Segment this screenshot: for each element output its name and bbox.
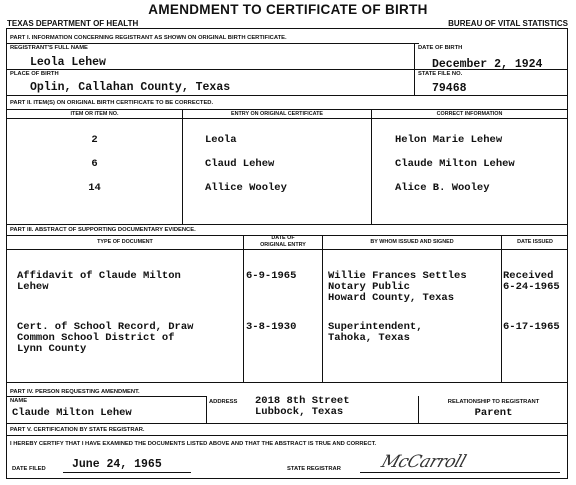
state-file-no-label: STATE FILE NO. — [418, 71, 463, 77]
col-item-no: ITEM OR ITEM NO. — [70, 111, 119, 117]
agency-name: TEXAS DEPARTMENT OF HEALTH — [7, 19, 139, 28]
part2-correct: Helon Marie Lehew — [395, 134, 503, 146]
col-document-type: TYPE OF DOCUMENT — [97, 239, 153, 245]
part2-entry: Claud Lehew — [205, 158, 275, 170]
part4-heading: PART IV. PERSON REQUESTING AMENDMENT. — [10, 389, 140, 395]
part3-date-issued: 6-24-1965 — [503, 281, 560, 293]
document-title: AMENDMENT TO CERTIFICATE OF BIRTH — [148, 2, 428, 17]
requester-address-label: ADDRESS — [209, 399, 238, 405]
part2-item: 14 — [88, 182, 101, 194]
col-issued-by: BY WHOM ISSUED AND SIGNED — [370, 239, 454, 245]
part3-issued-by: Tahoka, Texas — [328, 332, 410, 344]
part3-issued-by: Howard County, Texas — [328, 292, 455, 304]
part2-entry: Leola — [205, 134, 237, 146]
requester-address: 2018 8th Street — [255, 395, 350, 407]
part3-issued-by: Notary Public — [328, 281, 410, 293]
col-date-original-entry: ORIGINAL ENTRY — [260, 242, 306, 248]
registrant-name: Leola Lehew — [30, 56, 106, 69]
part3-issued-by: Willie Frances Settles — [328, 270, 467, 282]
part2-entry: Allice Wooley — [205, 182, 287, 194]
requester-name-label: NAME — [10, 398, 28, 404]
part2-item: 2 — [91, 134, 98, 146]
part2-heading: PART II. ITEM(S) ON ORIGINAL BIRTH CERTIFICATE TO BE CORRECTED. — [10, 100, 214, 106]
part3-heading: PART III. ABSTRACT OF SUPPORTING DOCUMENTARY EVIDENCE. — [10, 227, 196, 233]
col-date-issued: DATE ISSUED — [517, 239, 553, 245]
part3-date-issued: Received — [503, 270, 554, 282]
part3-issued-by: Superintendent, — [328, 321, 423, 333]
part3-date-entry: 3-8-1930 — [246, 321, 297, 333]
part5-heading: PART V. CERTIFICATION BY STATE REGISTRAR. — [10, 427, 145, 433]
place-of-birth-label: PLACE OF BIRTH — [10, 71, 59, 77]
date-filed: June 24, 1965 — [72, 458, 162, 471]
state-registrar-label: STATE REGISTRAR — [287, 466, 341, 472]
requester-address: Lubbock, Texas — [255, 406, 344, 418]
part2-correct: Claude Milton Lehew — [395, 158, 515, 170]
part3-date-entry: 6-9-1965 — [246, 270, 297, 282]
relationship-label: RELATIONSHIP TO REGISTRANT — [447, 399, 540, 405]
relationship: Parent — [474, 407, 513, 419]
date-of-birth: December 2, 1924 — [432, 58, 543, 71]
bureau-name: BUREAU OF VITAL STATISTICS — [448, 19, 568, 28]
registrar-signature: McCarroll — [378, 452, 469, 472]
certification-statement: I HEREBY CERTIFY THAT I HAVE EXAMINED THE DOCUMENTS LISTED ABOVE AND THAT THE ABSTRACT IS TRUE AND CORRECT. — [10, 441, 377, 447]
col-correct-info: CORRECT INFORMATION — [436, 111, 503, 117]
part3-doc-type: Common School District of — [17, 332, 175, 344]
part3-doc-type: Lynn County — [17, 343, 87, 355]
part3-doc-type: Lehew — [17, 281, 49, 293]
place-of-birth: Oplin, Callahan County, Texas — [30, 81, 231, 94]
state-file-no: 79468 — [432, 82, 467, 95]
col-date-original-entry: DATE OF — [271, 235, 295, 241]
requester-name: Claude Milton Lehew — [12, 407, 132, 419]
date-filed-label: DATE FILED — [12, 466, 46, 472]
registrant-name-label: REGISTRANT'S FULL NAME — [10, 45, 88, 51]
part2-correct: Alice B. Wooley — [395, 182, 490, 194]
part3-doc-type: Affidavit of Claude Milton — [17, 270, 181, 282]
part1-heading: PART I. INFORMATION CONCERNING REGISTRANT AS SHOWN ON ORIGINAL BIRTH CERTIFICATE. — [10, 35, 287, 41]
part2-item: 6 — [91, 158, 98, 170]
col-original-entry: ENTRY ON ORIGINAL CERTIFICATE — [230, 111, 324, 117]
date-of-birth-label: DATE OF BIRTH — [418, 45, 463, 51]
part3-doc-type: Cert. of School Record, Draw — [17, 321, 194, 333]
part3-date-issued: 6-17-1965 — [503, 321, 560, 333]
